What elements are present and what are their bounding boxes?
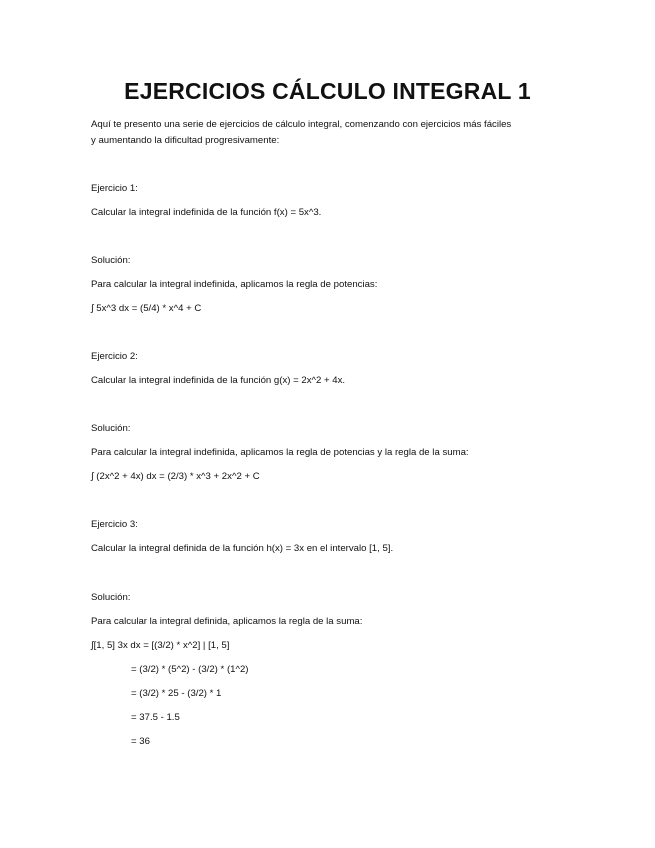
exercise-3-solution-text: Para calcular la integral definida, aplicamos la regla de la suma:	[91, 616, 363, 627]
exercise-3-step-1: ∫[1, 5] 3x dx = [(3/2) * x^2] | [1, 5]	[91, 640, 230, 651]
exercise-1-statement: Calcular la integral indefinida de la función f(x) = 5x^3.	[91, 207, 322, 218]
exercise-3-step-3: = (3/2) * 25 - (3/2) * 1	[131, 688, 222, 699]
exercise-1-heading: Ejercicio 1:	[91, 183, 138, 194]
exercise-3-heading: Ejercicio 3:	[91, 519, 138, 530]
exercise-2-solution-text: Para calcular la integral indefinida, aplicamos la regla de potencias y la regla de la suma:	[91, 447, 469, 458]
exercise-2-heading: Ejercicio 2:	[91, 351, 138, 362]
exercise-1-solution-heading: Solución:	[91, 255, 131, 266]
intro-line-1: Aquí te presento una serie de ejercicios de cálculo integral, comenzando con ejercicios más fáciles	[91, 119, 512, 130]
exercise-1-solution-text: Para calcular la integral indefinida, aplicamos la regla de potencias:	[91, 279, 378, 290]
exercise-2-step-1: ∫ (2x^2 + 4x) dx = (2/3) * x^3 + 2x^2 + C	[91, 471, 260, 482]
intro-line-2: y aumentando la dificultad progresivamente:	[91, 135, 280, 146]
exercise-3-solution-heading: Solución:	[91, 592, 131, 603]
exercise-2-solution-heading: Solución:	[91, 423, 131, 434]
exercise-3-statement: Calcular la integral definida de la función h(x) = 3x en el intervalo [1, 5].	[91, 543, 394, 554]
exercise-2-statement: Calcular la integral indefinida de la función g(x) = 2x^2 + 4x.	[91, 375, 346, 386]
exercise-3-step-4: = 37.5 - 1.5	[131, 712, 180, 723]
document-title: EJERCICIOS CÁLCULO INTEGRAL 1	[124, 78, 531, 104]
exercise-3-step-2: = (3/2) * (5^2) - (3/2) * (1^2)	[131, 664, 249, 675]
exercise-1-step-1: ∫ 5x^3 dx = (5/4) * x^4 + C	[91, 303, 202, 314]
exercise-3-step-5: = 36	[131, 736, 150, 747]
